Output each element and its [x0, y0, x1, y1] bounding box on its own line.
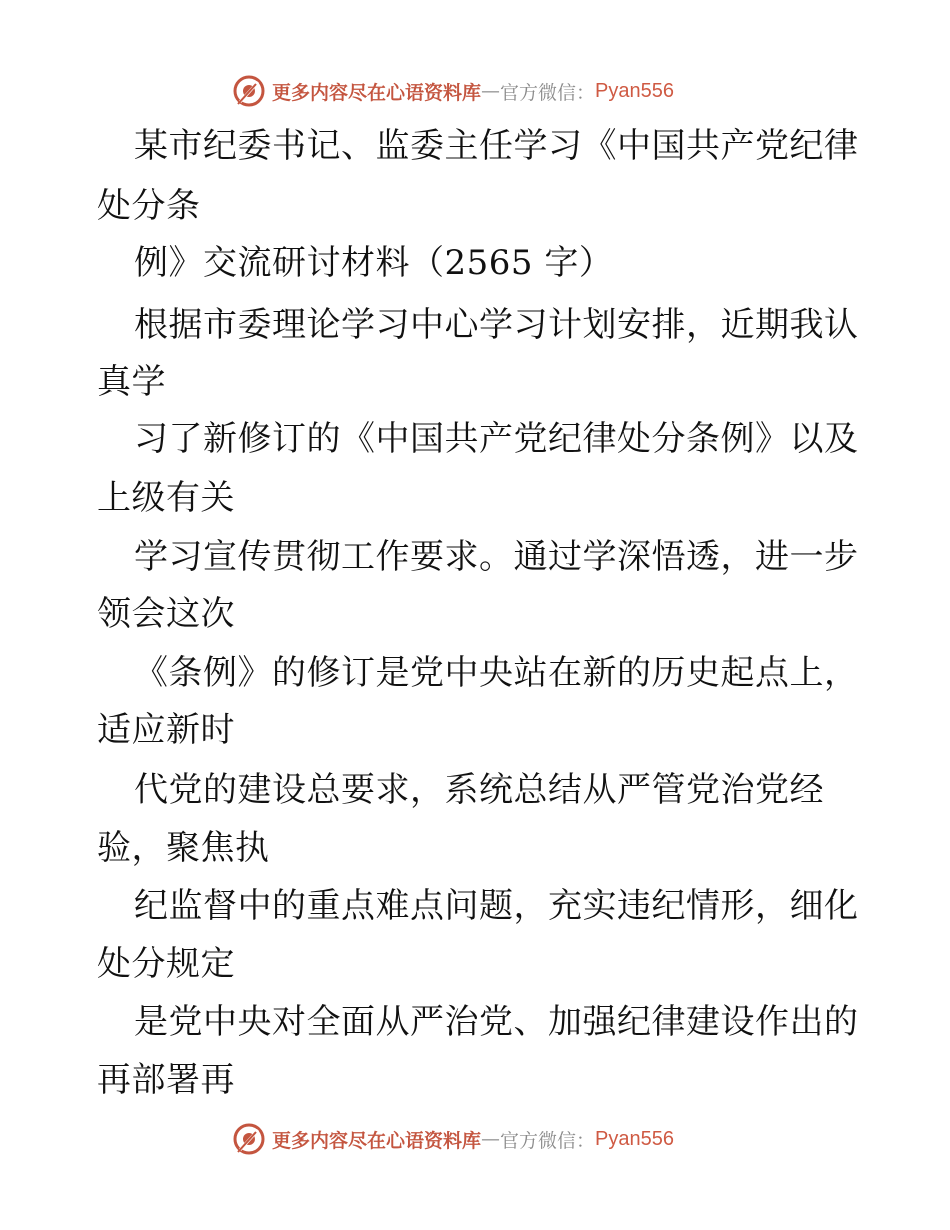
body-line: 处分规定 [97, 944, 235, 984]
body-line: 领会这次 [97, 594, 235, 634]
body-line: 根据市委理论学习中心学习计划安排，近期我认 [134, 305, 859, 345]
body-line: 上级有关 [97, 478, 235, 518]
body-line: 适应新时 [97, 710, 235, 750]
body-line: 某市纪委书记、监委主任学习《中国共产党纪律 [134, 126, 859, 166]
body-line: 代党的建设总要求，系统总结从严管党治党经 [134, 770, 824, 810]
body-line: 再部署再 [97, 1060, 235, 1100]
body-line: 习了新修订的《中国共产党纪律处分条例》以及 [134, 419, 859, 459]
body-line: 纪监督中的重点难点问题，充实违纪情形，细化 [134, 886, 859, 926]
pen-logo-icon [232, 1122, 266, 1156]
body-line: 例》交流研讨材料（2565 字） [134, 243, 614, 283]
watermark-main-text: 更多内容尽在心语资料库 [272, 1129, 482, 1152]
header-watermark [232, 74, 674, 108]
watermark-id-text: Pyan556 [595, 79, 674, 102]
watermark-id-text: Pyan556 [595, 1127, 674, 1150]
footer-watermark [232, 1122, 674, 1156]
body-line: 《条例》的修订是党中央站在新的历史起点上， [134, 653, 859, 693]
body-line: 是党中央对全面从严治党、加强纪律建设作出的 [134, 1002, 859, 1042]
watermark-main-text: 更多内容尽在心语资料库 [272, 81, 482, 104]
watermark-dash: — [481, 1128, 501, 1150]
body-line: 学习宣传贯彻工作要求。通过学深悟透，进一步 [134, 537, 859, 577]
watermark-sub-text: 官方微信： [500, 81, 596, 104]
body-line: 验，聚焦执 [97, 828, 270, 868]
body-line: 真学 [97, 362, 166, 402]
watermark-dash: — [481, 80, 501, 102]
watermark-sub-text: 官方微信： [500, 1129, 596, 1152]
pen-logo-icon [232, 74, 266, 108]
body-line: 处分条 [97, 186, 201, 226]
